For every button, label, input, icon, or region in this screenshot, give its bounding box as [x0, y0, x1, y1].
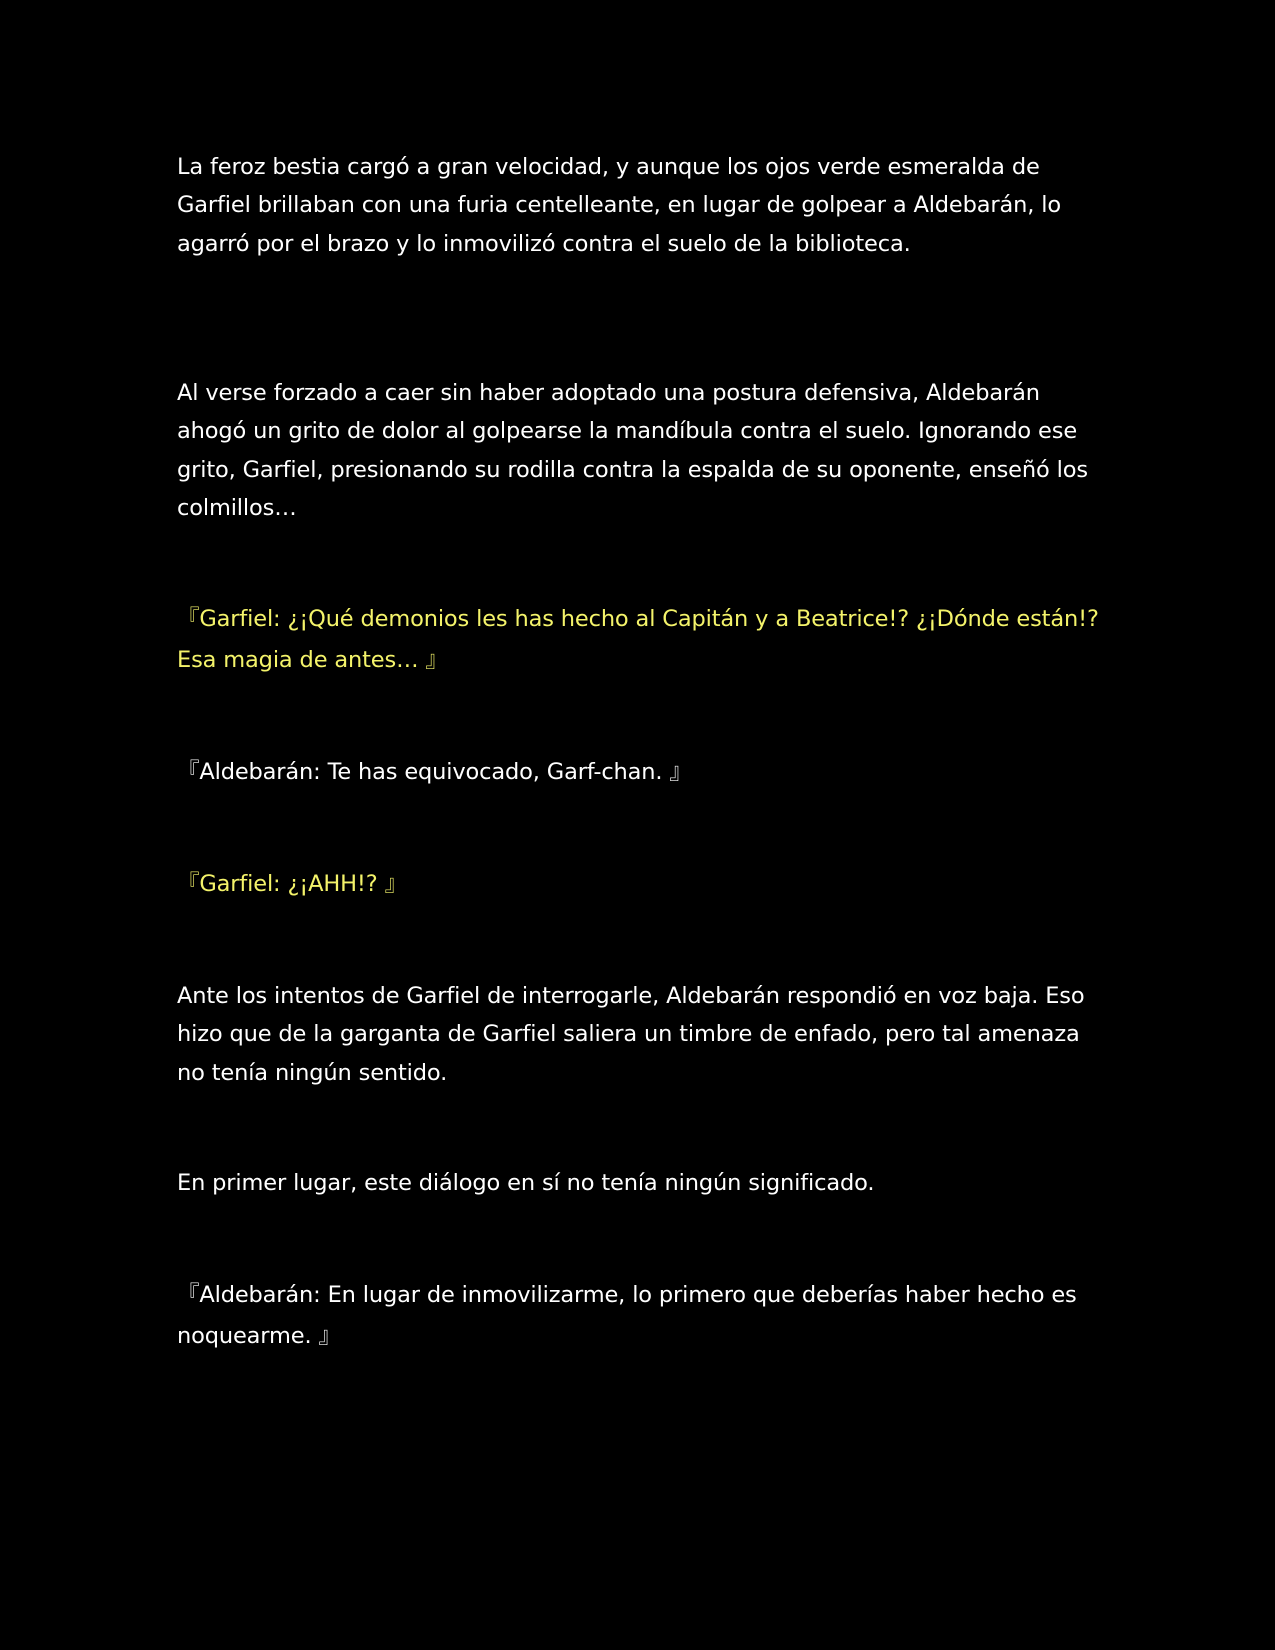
dialogue-line-garfiel: 『Garfiel: ¿¡AHH!? 』	[177, 871, 407, 897]
dialogue-line-garfiel: 『Garfiel: ¿¡Qué demonios les has hecho al Capitán y a Beatrice!? ¿¡Dónde están!? Esa magia de antes… 』	[177, 606, 1099, 673]
narration-paragraph: La feroz bestia cargó a gran velocidad, y aunque los ojos verde esmeralda de Garfiel brillaban con una furia centelleante, en lugar de golpear a Aldebarán, lo agarró por el brazo y lo inmovilizó contra el suelo de la biblioteca.	[177, 154, 1061, 257]
narration-paragraph: Ante los intentos de Garfiel de interrogarle, Aldebarán respondió en voz baja. Eso hizo que de la garganta de Garfiel saliera un timbre de enfado, pero tal amenaza no tenía ningún sentido.	[177, 983, 1085, 1086]
dialogue-line-aldebaran: 『Aldebarán: Te has equivocado, Garf-chan. 』	[177, 759, 692, 785]
narration-paragraph: Al verse forzado a caer sin haber adoptado una postura defensiva, Aldebarán ahogó un grito de dolor al golpearse la mandíbula contra el suelo. Ignorando ese grito, Garfiel, presionando su rodilla contra la espalda de su oponente, enseñó los colmillos…	[177, 380, 1088, 522]
dialogue-line-aldebaran: 『Aldebarán: En lugar de inmovilizarme, lo primero que deberías haber hecho es noquearme. 』	[177, 1282, 1077, 1349]
narration-paragraph: En primer lugar, este diálogo en sí no tenía ningún significado.	[177, 1170, 875, 1196]
